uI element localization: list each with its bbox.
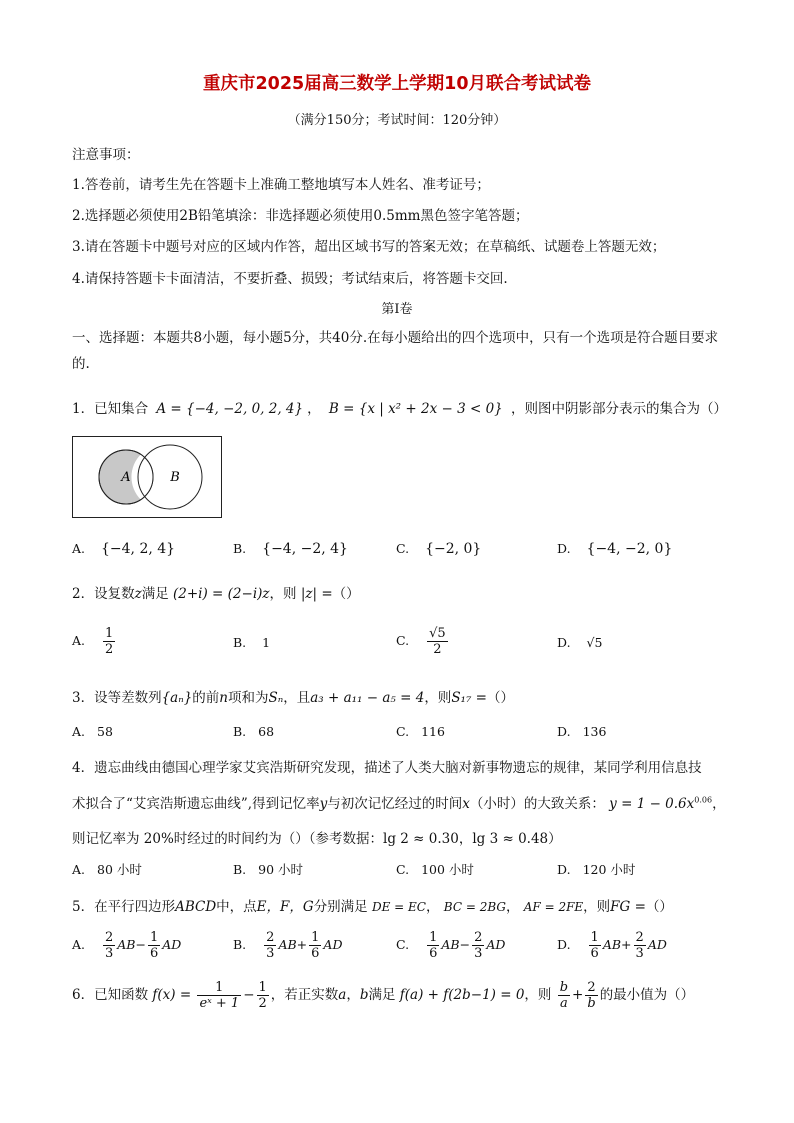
venn-label-b: B (170, 470, 180, 485)
notice-heading: 注意事项： (72, 147, 140, 163)
q2-option-d[interactable]: D. √5 (557, 635, 603, 650)
notice-item: 3.请在答题卡中题号对应的区域内作答，超出区域书写的答案无效；在草稿纸、试题卷上答题无效； (72, 239, 666, 255)
section-intro: 一、选择题：本题共8小题，每小题5分，共40分.在每小题给出的四个选项中，只有一个选项是符合题目要求的. (72, 330, 719, 372)
section-title: 第I卷 (381, 302, 413, 317)
q1-option-a[interactable]: A. {−4, 2, 4} (72, 541, 176, 557)
q3-option-a[interactable]: A. 58 (72, 724, 113, 739)
q4-option-a[interactable]: A. 80 小时 (72, 862, 142, 877)
page-title: 重庆市2025届高三数学上学期10月联合考试试卷 (202, 74, 592, 94)
q4-option-d[interactable]: D. 120 小时 (557, 862, 636, 877)
question-4-line1: 4．遗忘曲线由德国心理学家艾宾浩斯研究发现，描述了人类大脑对新事物遗忘的规律，某同学利用信息技 (72, 760, 702, 776)
q4-option-c[interactable]: C. 100 小时 (396, 862, 474, 877)
notice-item: 2.选择题必须使用2B铅笔填涂：非选择题必须使用0.5mm黑色签字笔答题； (72, 208, 529, 224)
q5-option-c[interactable]: C. $\frac{1}{6}$ AB− $\frac{2}{3}$ AD (396, 930, 506, 961)
q3-option-b[interactable]: B. 68 (233, 724, 275, 739)
q1-option-d[interactable]: D. {−4, −2, 0} (557, 541, 673, 557)
q3-option-d[interactable]: D. 136 (557, 724, 607, 739)
set-b: B = {x | x² + 2x − 3 < 0} (328, 401, 503, 417)
question-3: 3．设等差数列{aₙ}的前n项和为Sₙ，且a₃ + a₁₁ − a₅ = 4，则S₁₇ =（） (72, 690, 514, 706)
q1-option-b[interactable]: B. {−4, −2, 4} (233, 541, 348, 557)
question-2: 2．设复数z满足 (2+i) = (2−i)z，则 |z| =（） (72, 586, 360, 602)
q2-option-c[interactable]: C. $\frac{√5}{2}$ (396, 626, 446, 657)
notice-item: 4.请保持答题卡卡面清洁，不要折叠、损毁；考试结束后，将答题卡交回. (72, 271, 508, 287)
q1-option-c[interactable]: C. {−2, 0} (396, 541, 482, 557)
question-4-line3: 则记忆率为 20%时经过的时间约为（）（参考数据：lg 2 ≈ 0.30，lg 3 ≈ 0.48） (72, 831, 562, 847)
q5-option-d[interactable]: D. $\frac{1}{6}$ AB+ $\frac{2}{3}$ AD (557, 930, 667, 961)
notice-item: 1.答卷前，请考生先在答题卡上准确工整地填写本人姓名、准考证号； (72, 177, 490, 193)
venn-diagram (72, 436, 222, 518)
exam-info: （满分150分；考试时间：120分钟） (287, 113, 507, 128)
set-a: A = {−4, −2, 0, 2, 4} (156, 401, 304, 417)
q2-option-b[interactable]: B. 1 (233, 635, 271, 650)
q2-option-a[interactable]: A. $\frac{1}{2}$ (72, 626, 114, 657)
question-5: 5．在平行四边形ABCD中，点E，F，G分别满足 DE = EC， BC = 2BG， AF = 2FE，则FG =（） (72, 899, 673, 915)
question-6: 6．已知函数 f(x) = $\frac{1}{\text{eˣ + 1}}$ − $\frac{1}{2}$ ，若正实数a，b满足 f(a) + f(2b−1) = 0，则 $\frac{b}{a}$ + $\frac{2}{b}$ 的最小值为（） (72, 980, 695, 1011)
q4-option-b[interactable]: B. 90 小时 (233, 862, 304, 877)
q3-option-c[interactable]: C. 116 (396, 724, 445, 739)
question-1: 1．已知集合 A = {−4, −2, 0, 2, 4} ， B = {x | x² + 2x − 3 < 0} ，则图中阴影部分表示的集合为（） (72, 401, 728, 417)
q5-option-a[interactable]: A. $\frac{2}{3}$ AB− $\frac{1}{6}$ AD (72, 930, 182, 961)
question-4-line2: 术拟合了“艾宾浩斯遗忘曲线”,得到记忆率y与初次记忆经过的时间x（小时）的大致关系： $y = 1 - 0.6x^{0.06}$， (72, 795, 726, 812)
q5-option-b[interactable]: B. $\frac{2}{3}$ AB+ $\frac{1}{6}$ AD (233, 930, 343, 961)
venn-label-a: A (121, 470, 131, 485)
